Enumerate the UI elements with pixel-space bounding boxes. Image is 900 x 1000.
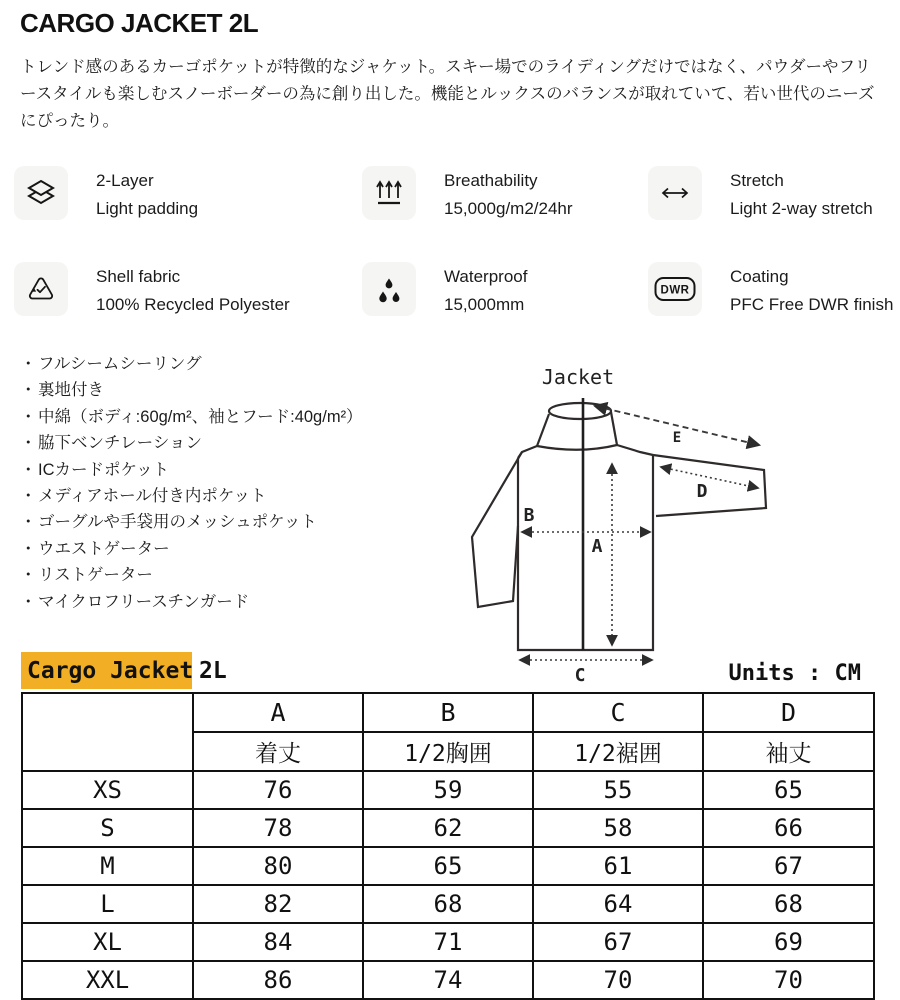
- size-table: [21, 692, 875, 1000]
- size-chart: [21, 652, 873, 1000]
- list-item: ・ ゴーグルや手袋用のメッシュポケット: [20, 513, 317, 532]
- cell: 64: [533, 885, 703, 923]
- column-header: D: [703, 693, 874, 732]
- feature-waterproof: [362, 262, 527, 319]
- units-label: Units : CM: [728, 661, 861, 686]
- recycle-icon: [14, 262, 68, 316]
- cell: 67: [533, 923, 703, 961]
- feature-stretch: [648, 166, 873, 223]
- cell: 65: [703, 771, 874, 809]
- feature-title: Breathability: [444, 171, 538, 190]
- size-table-corner-cell: [22, 693, 193, 771]
- table-row: [22, 923, 874, 961]
- cell: 74: [363, 961, 533, 999]
- diagram-label-b: B: [523, 505, 535, 526]
- list-item: ・ マイクロフリースチンガード: [20, 592, 250, 611]
- feature-value: Light padding: [96, 199, 199, 218]
- feature-value: PFC Free DWR finish: [730, 295, 894, 314]
- list-item: ・ フルシームシーリング: [20, 355, 202, 373]
- list-item: ・ リストゲーター: [20, 566, 153, 585]
- size-label: XXL: [22, 961, 193, 999]
- cell: 84: [193, 923, 363, 961]
- column-header: A: [193, 693, 363, 732]
- feature-title: Shell fabric: [96, 267, 181, 286]
- diagram-label-d: D: [696, 481, 708, 502]
- layers-icon: [14, 166, 68, 220]
- size-label: XL: [22, 923, 193, 961]
- size-chart-product: Cargo Jacket: [21, 652, 192, 689]
- jacket-measurement-diagram: [440, 356, 792, 690]
- feature-value: 15,000g/m2/24hr: [444, 199, 573, 218]
- table-row: [22, 809, 874, 847]
- cell: 86: [193, 961, 363, 999]
- cell: 82: [193, 885, 363, 923]
- size-chart-variant: 2L: [199, 657, 227, 684]
- cell: 59: [363, 771, 533, 809]
- feature-coating: [648, 262, 893, 319]
- stretch-icon: [648, 166, 702, 220]
- cell: 67: [703, 847, 874, 885]
- diagram-label-a: A: [591, 536, 603, 557]
- cell: 68: [363, 885, 533, 923]
- dwr-badge-text: DWR: [660, 284, 690, 297]
- column-header: C: [533, 693, 703, 732]
- table-row: [22, 847, 874, 885]
- feature-value: 100% Recycled Polyester: [96, 295, 290, 314]
- diagram-label-e: E: [672, 430, 682, 446]
- size-label: S: [22, 809, 193, 847]
- cell: 61: [533, 847, 703, 885]
- list-item: ・ 裏地付き: [20, 381, 104, 400]
- cell: 66: [703, 809, 874, 847]
- list-item: ・ 中綿（ボディ:60g/m²、袖とフード:40g/m²）: [20, 407, 363, 426]
- column-name: 1/2胸囲: [363, 732, 533, 771]
- list-item: ・ 脇下ベンチレーション: [20, 434, 203, 453]
- cell: 58: [533, 809, 703, 847]
- size-label: XS: [22, 771, 193, 809]
- cell: 70: [533, 961, 703, 999]
- cell: 70: [703, 961, 874, 999]
- waterdrops-icon: [362, 262, 416, 316]
- table-row: [22, 885, 874, 923]
- list-item: ・ ウエストゲーター: [20, 539, 170, 558]
- feature-title: Stretch: [730, 171, 784, 190]
- size-label: M: [22, 847, 193, 885]
- cell: 55: [533, 771, 703, 809]
- feature-shell-fabric: [14, 262, 290, 319]
- column-name: 1/2裾囲: [533, 732, 703, 771]
- size-label: L: [22, 885, 193, 923]
- column-header: B: [363, 693, 533, 732]
- cell: 68: [703, 885, 874, 923]
- cell: 76: [193, 771, 363, 809]
- product-description: トレンド感のあるカーゴポケットが特徴的なジャケット。スキー場でのライディングだけではなく、パウダーやフリースタイルも楽しむスノーボーダーの為に創り出した。機能とルックスのバランスが取れていて、若い世代のニーズにぴったり。: [20, 58, 875, 130]
- table-row: [22, 771, 874, 809]
- feature-title: Waterproof: [444, 267, 528, 286]
- feature-value: Light 2-way stretch: [730, 199, 873, 218]
- feature-title: Coating: [730, 267, 789, 286]
- column-name: 袖丈: [703, 732, 874, 771]
- dwr-icon: [648, 262, 702, 316]
- list-item: ・ メディアホール付き内ポケット: [20, 487, 267, 506]
- feature-breathability: [362, 166, 573, 223]
- diagram-label-c: C: [574, 665, 586, 686]
- detail-list: [20, 351, 363, 615]
- cell: 65: [363, 847, 533, 885]
- cell: 80: [193, 847, 363, 885]
- table-row: [22, 961, 874, 999]
- breathability-icon: [362, 166, 416, 220]
- feature-2layer: [14, 166, 198, 223]
- size-chart-title-row: [21, 652, 873, 692]
- cell: 78: [193, 809, 363, 847]
- feature-value: 15,000mm: [444, 295, 525, 314]
- feature-title: 2-Layer: [96, 171, 154, 190]
- list-item: ・ ICカードポケット: [20, 460, 170, 479]
- page-title: CARGO JACKET 2L: [20, 8, 259, 38]
- cell: 69: [703, 923, 874, 961]
- cell: 62: [363, 809, 533, 847]
- cell: 71: [363, 923, 533, 961]
- diagram-title: Jacket: [541, 365, 615, 389]
- column-name: 着丈: [193, 732, 363, 771]
